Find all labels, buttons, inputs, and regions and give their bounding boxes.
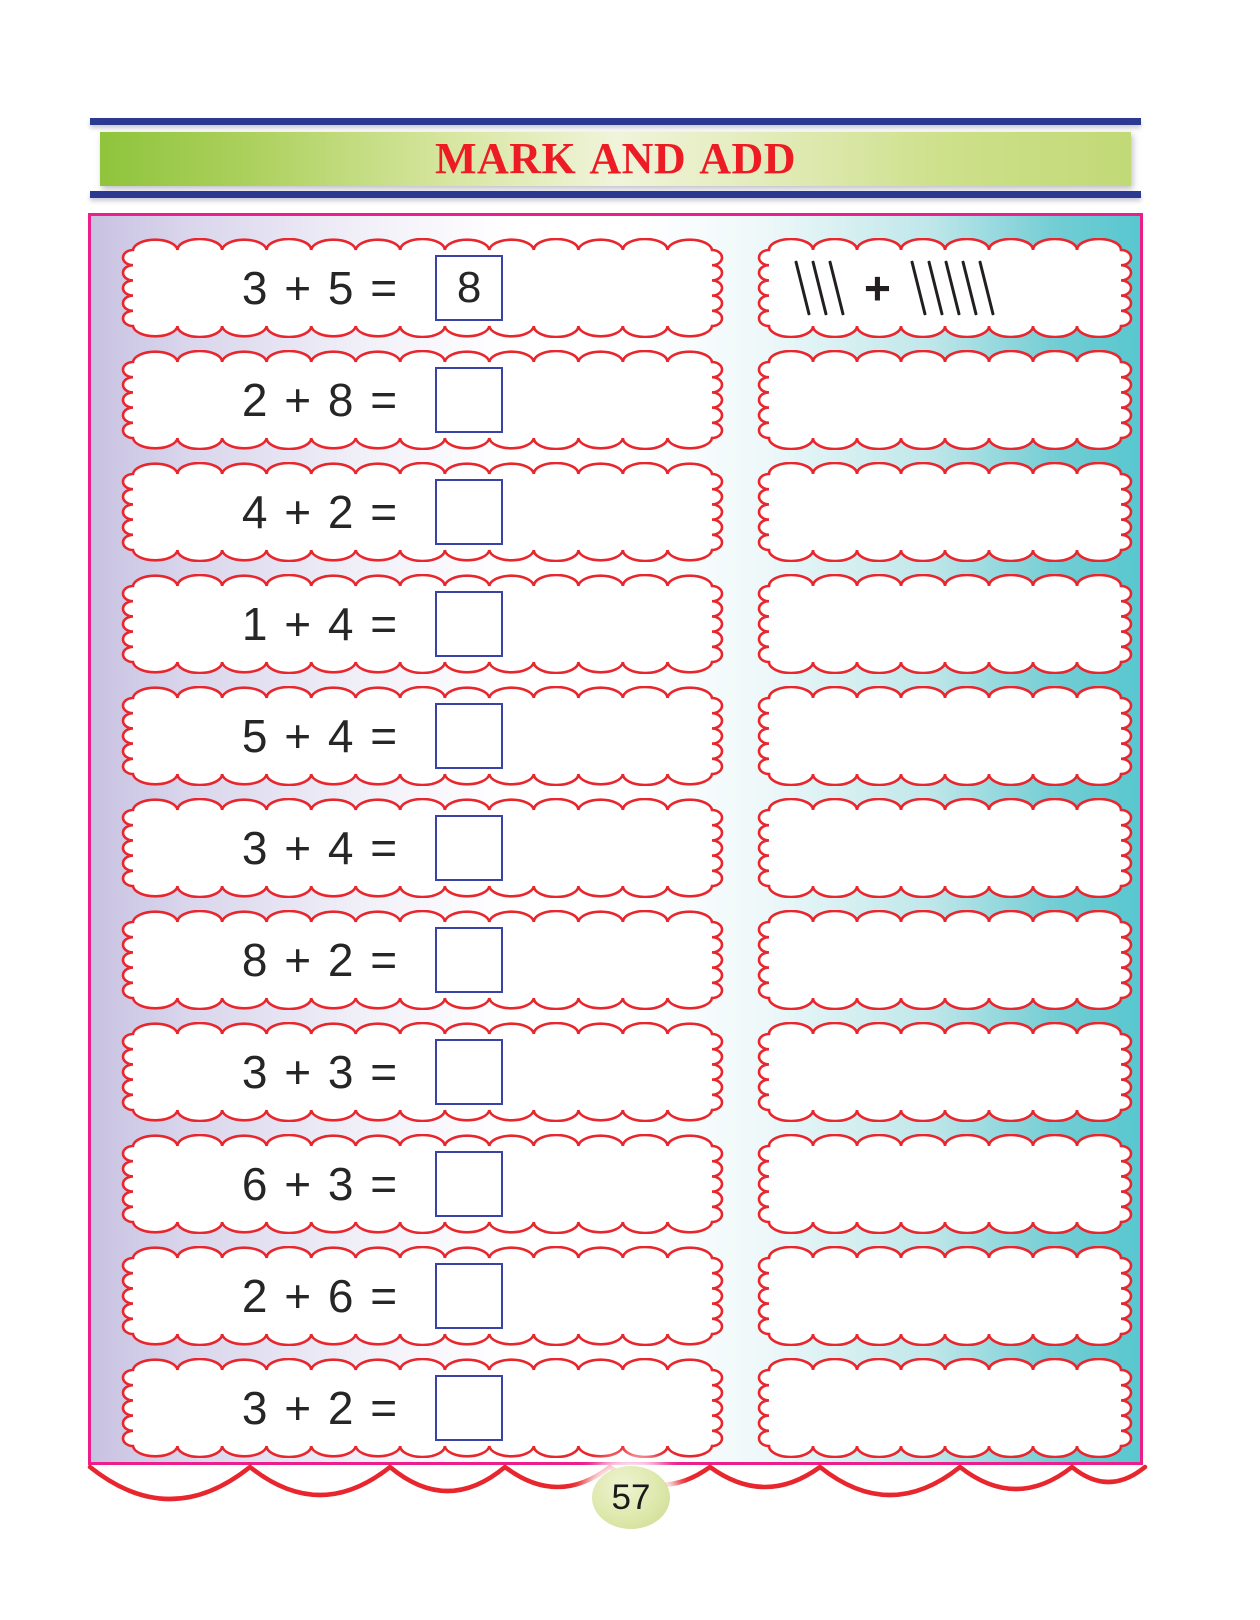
answer-box[interactable]	[435, 591, 503, 657]
page-number-badge	[592, 1466, 670, 1529]
equation-text: 3 + 2 =	[241, 1382, 400, 1434]
scallop-border	[757, 1358, 1133, 1458]
tally-mark	[978, 260, 994, 315]
tally-answer-area[interactable]	[757, 574, 1133, 674]
worksheet-area	[88, 213, 1143, 1465]
tally-answer-area[interactable]	[757, 798, 1133, 898]
equation-text: 6 + 3 =	[241, 1158, 400, 1210]
problem-row	[121, 910, 724, 1010]
problem-row	[121, 238, 724, 338]
equation-text: 3 + 4 =	[241, 822, 400, 874]
problems-column	[121, 216, 724, 1465]
scallop-border	[757, 798, 1133, 898]
equation-text: 2 + 6 =	[241, 1270, 400, 1322]
equation-text: 1 + 4 =	[241, 598, 400, 650]
answer-box[interactable]	[435, 1263, 503, 1329]
problem-row	[121, 1134, 724, 1234]
tally-mark	[927, 260, 943, 315]
tally-mark	[794, 260, 810, 315]
scallop-border	[757, 910, 1133, 1010]
answer-box[interactable]	[435, 703, 503, 769]
equation-text: 3 + 3 =	[241, 1046, 400, 1098]
equation-text: 8 + 2 =	[241, 934, 400, 986]
answer-box[interactable]	[435, 479, 503, 545]
answer-box[interactable]	[435, 367, 503, 433]
scallop-border	[757, 1246, 1133, 1346]
tally-answer-area[interactable]	[757, 1022, 1133, 1122]
header-bottom-rule	[90, 191, 1141, 198]
problem-row	[121, 1246, 724, 1346]
page-title: MARK AND ADD	[434, 134, 797, 183]
tally-answer-area[interactable]	[757, 910, 1133, 1010]
scallop-border	[757, 1022, 1133, 1122]
tally-mark	[910, 260, 926, 315]
header-top-rule	[90, 118, 1141, 125]
equation-text: 2 + 8 =	[241, 374, 400, 426]
scallop-border	[757, 462, 1133, 562]
tally-answer-area[interactable]	[757, 350, 1133, 450]
answer-box[interactable]	[435, 815, 503, 881]
tally-answer-area[interactable]	[757, 1358, 1133, 1458]
tally-mark	[811, 260, 827, 315]
problem-row	[121, 350, 724, 450]
equation-text: 4 + 2 =	[241, 486, 400, 538]
answer-box[interactable]	[435, 1039, 503, 1105]
tally-mark	[828, 260, 844, 315]
problem-row	[121, 798, 724, 898]
tally-expression	[757, 238, 1133, 338]
problem-row	[121, 1022, 724, 1122]
plus-sign: +	[864, 262, 891, 314]
equation-text: 5 + 4 =	[241, 710, 400, 762]
answer-box[interactable]: 8	[435, 255, 503, 321]
problem-row	[121, 574, 724, 674]
scallop-border	[757, 1134, 1133, 1234]
page-number: 57	[611, 1477, 651, 1517]
header-banner	[100, 132, 1131, 186]
tally-answer-area[interactable]	[757, 686, 1133, 786]
tally-group-1	[793, 260, 846, 316]
problem-row	[121, 686, 724, 786]
tally-answer-area[interactable]	[757, 1246, 1133, 1346]
problem-row	[121, 462, 724, 562]
tally-answer-area[interactable]	[757, 1134, 1133, 1234]
tally-mark	[944, 260, 960, 315]
scallop-border	[757, 574, 1133, 674]
answer-box[interactable]	[435, 1151, 503, 1217]
tally-column	[757, 216, 1133, 1465]
answer-box[interactable]	[435, 1375, 503, 1441]
scallop-border	[757, 350, 1133, 450]
tally-group-2	[909, 260, 996, 316]
tally-answer-area[interactable]	[757, 462, 1133, 562]
scallop-border	[757, 686, 1133, 786]
equation-text: 3 + 5 =	[241, 262, 400, 314]
problem-row	[121, 1358, 724, 1458]
answer-box[interactable]	[435, 927, 503, 993]
tally-mark	[961, 260, 977, 315]
tally-row	[757, 238, 1133, 338]
